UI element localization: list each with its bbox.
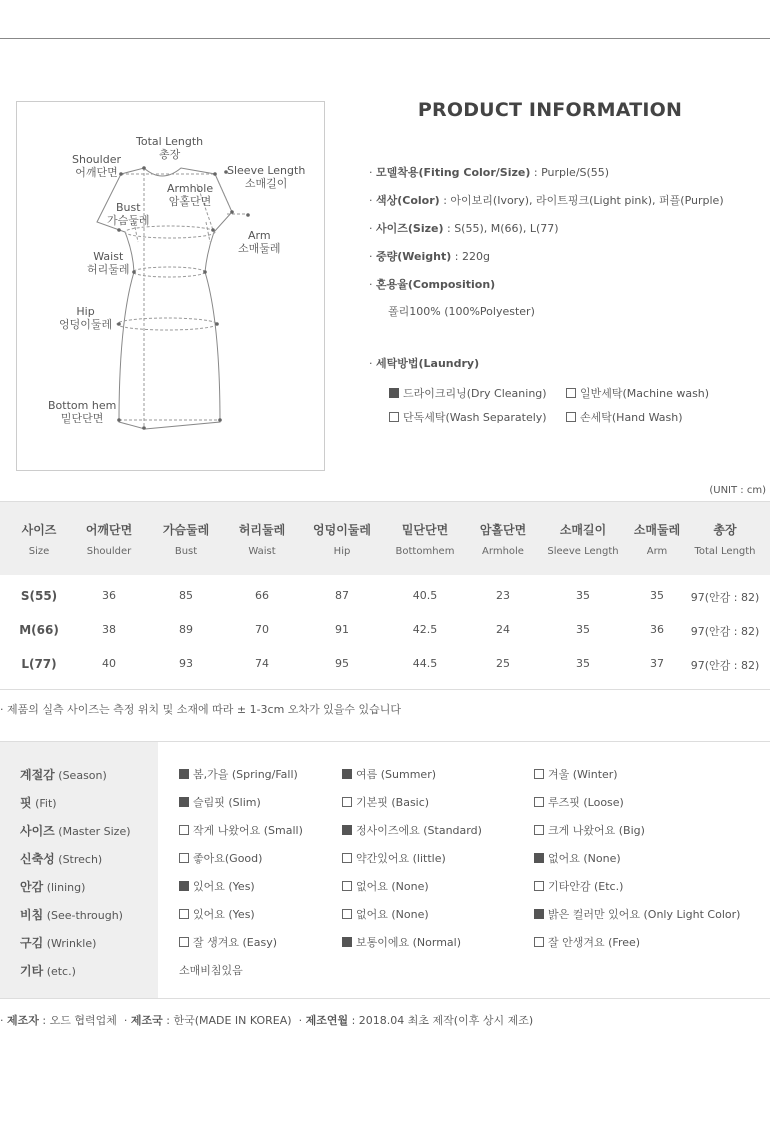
attribute-label-ko: 기타 bbox=[20, 964, 44, 978]
column-header bbox=[680, 521, 770, 557]
attribute-option bbox=[342, 934, 461, 950]
column-header-ko: 암홀단면 bbox=[479, 523, 527, 537]
checkbox-empty-icon bbox=[566, 388, 576, 398]
attribute-option bbox=[534, 766, 618, 782]
attribute-option bbox=[534, 850, 621, 866]
attribute-option-label: 작게 나왔어요 (Small) bbox=[193, 824, 303, 837]
attribute-option-label: 겨울 (Winter) bbox=[548, 768, 618, 781]
info-size: · 사이즈(Size) : S(55), M(66), L(77) bbox=[369, 222, 559, 235]
attribute-option bbox=[342, 766, 436, 782]
measurement-diagram bbox=[16, 101, 325, 471]
column-header-ko: 소매둘레 bbox=[633, 523, 681, 537]
product-info-title: PRODUCT INFORMATION bbox=[417, 99, 683, 121]
column-header-ko: 총장 bbox=[713, 523, 737, 537]
attribute-label-ko: 안감 bbox=[20, 880, 44, 894]
attribute-option bbox=[179, 766, 298, 782]
table-cell: 35 bbox=[650, 589, 664, 602]
info-color: · 색상(Color) : 아이보리(Ivory), 라이트핑크(Light pink), 퍼플(Purple) bbox=[369, 194, 724, 207]
checkbox-empty-icon bbox=[179, 937, 189, 947]
checkbox-empty-icon bbox=[179, 909, 189, 919]
attribute-option bbox=[179, 794, 261, 810]
attribute-option-label: 슬림핏 (Slim) bbox=[193, 796, 261, 809]
attribute-option bbox=[534, 934, 640, 950]
attribute-option-label: 루즈핏 (Loose) bbox=[548, 796, 624, 809]
arm-label: Arm 소매둘레 bbox=[238, 229, 281, 255]
attribute-option bbox=[342, 906, 429, 922]
checkbox-checked-icon bbox=[179, 881, 189, 891]
column-header-ko: 소매길이 bbox=[559, 523, 607, 537]
waist-label: Waist 허리둘레 bbox=[87, 250, 130, 276]
attribute-option bbox=[342, 878, 429, 894]
attribute-label-ko: 사이즈 bbox=[20, 824, 55, 838]
table-cell: 87 bbox=[335, 589, 349, 602]
attribute-option-label: 기본핏 (Basic) bbox=[356, 796, 430, 809]
attribute-label-en: (lining) bbox=[46, 881, 86, 894]
checkbox-empty-icon bbox=[534, 881, 544, 891]
column-header-en: Bottomhem bbox=[395, 546, 455, 557]
armhole-label: Armhole 암홀단면 bbox=[167, 182, 214, 208]
table-cell: 85 bbox=[179, 589, 193, 602]
column-header bbox=[458, 521, 548, 557]
table-cell: 40.5 bbox=[412, 589, 438, 602]
table-cell: 70 bbox=[255, 623, 269, 636]
attribute-option-label: 보통이에요 (Normal) bbox=[356, 936, 462, 949]
table-cell: 37 bbox=[650, 657, 664, 670]
bust-label: Bust 가슴둘레 bbox=[107, 201, 150, 227]
attribute-option-label: 없어요 (None) bbox=[356, 908, 429, 921]
table-cell: 89 bbox=[179, 623, 193, 636]
checkbox-checked-icon bbox=[179, 797, 189, 807]
table-divider bbox=[0, 689, 770, 690]
column-header-ko: 허리둘레 bbox=[238, 523, 286, 537]
attribute-label bbox=[20, 934, 96, 951]
column-header-en: Bust bbox=[174, 546, 198, 557]
table-cell: 40 bbox=[102, 657, 116, 670]
table-cell: 97(안감 : 82) bbox=[690, 659, 760, 672]
attribute-divider bbox=[0, 998, 770, 999]
measurement-note: · 제품의 실측 사이즈는 측정 위치 및 소재에 따라 ± 1-3cm 오차가 있을수 있습니다 bbox=[0, 703, 402, 716]
column-header-ko: 사이즈 bbox=[21, 523, 57, 537]
size-row-label: S(55) bbox=[20, 589, 58, 603]
attribute-label-en: (Fit) bbox=[35, 797, 57, 810]
attribute-label-en: (etc.) bbox=[46, 965, 76, 978]
attribute-option-label: 없어요 (None) bbox=[356, 880, 429, 893]
attribute-label bbox=[20, 766, 107, 783]
checkbox-checked-icon bbox=[342, 769, 352, 779]
laundry-wash-separately: 단독세탁(Wash Separately) bbox=[389, 409, 547, 425]
attribute-label bbox=[20, 878, 85, 895]
attribute-option-label: 봄,가을 (Spring/Fall) bbox=[193, 768, 298, 781]
attribute-label-ko: 비침 bbox=[20, 908, 44, 922]
column-header bbox=[380, 521, 470, 557]
size-row-label: M(66) bbox=[19, 623, 59, 637]
checkbox-empty-icon bbox=[342, 881, 352, 891]
checkbox-checked-icon bbox=[534, 853, 544, 863]
checkbox-checked-icon bbox=[179, 769, 189, 779]
attribute-option-label: 잘 생겨요 (Easy) bbox=[193, 936, 278, 949]
table-cell: 97(안감 : 82) bbox=[690, 625, 760, 638]
checkbox-empty-icon bbox=[342, 797, 352, 807]
attribute-label-en: (Master Size) bbox=[58, 825, 131, 838]
attribute-option bbox=[534, 878, 623, 894]
attribute-option-label: 잘 안생겨요 (Free) bbox=[548, 936, 641, 949]
table-cell: 93 bbox=[179, 657, 193, 670]
attribute-option-label: 좋아요(Good) bbox=[193, 852, 263, 865]
column-header-en: Total Length bbox=[694, 546, 756, 557]
attribute-label bbox=[20, 794, 57, 811]
column-header-en: Arm bbox=[646, 546, 668, 557]
checkbox-empty-icon bbox=[566, 412, 576, 422]
table-cell: 38 bbox=[102, 623, 116, 636]
table-cell: 97(안감 : 82) bbox=[690, 591, 760, 604]
total-length-label: Total Length 총장 bbox=[136, 135, 204, 161]
checkbox-empty-icon bbox=[179, 853, 189, 863]
checkbox-empty-icon bbox=[342, 853, 352, 863]
table-cell: 42.5 bbox=[412, 623, 438, 636]
table-cell: 66 bbox=[255, 589, 269, 602]
checkbox-checked-icon bbox=[342, 825, 352, 835]
attribute-option bbox=[342, 794, 429, 810]
checkbox-empty-icon bbox=[179, 825, 189, 835]
attribute-option bbox=[534, 822, 645, 838]
table-cell: 24 bbox=[496, 623, 510, 636]
column-header-ko: 엉덩이둘레 bbox=[313, 523, 371, 537]
table-cell: 36 bbox=[102, 589, 116, 602]
column-header bbox=[297, 521, 387, 557]
info-composition: · 혼용율(Composition) bbox=[369, 278, 496, 291]
table-cell: 35 bbox=[576, 589, 590, 602]
hip-label: Hip 엉덩이둘레 bbox=[59, 305, 113, 331]
attribute-label bbox=[20, 906, 123, 923]
attribute-option bbox=[534, 794, 624, 810]
table-cell: 91 bbox=[335, 623, 349, 636]
checkbox-empty-icon bbox=[534, 797, 544, 807]
attribute-label-ko: 계절감 bbox=[20, 768, 55, 782]
table-cell: 23 bbox=[496, 589, 510, 602]
attribute-label-ko: 구김 bbox=[20, 936, 44, 950]
column-header-en: Size bbox=[28, 546, 50, 557]
attribute-label-en: (Wrinkle) bbox=[46, 937, 97, 950]
attribute-label-en: (Strech) bbox=[58, 853, 103, 866]
attribute-option-label: 크게 나왔어요 (Big) bbox=[548, 824, 645, 837]
laundry-machine-wash: 일반세탁(Machine wash) bbox=[566, 385, 709, 401]
checkbox-empty-icon bbox=[534, 825, 544, 835]
attribute-option-label: 있어요 (Yes) bbox=[193, 908, 255, 921]
column-header-en: Hip bbox=[333, 546, 351, 557]
column-header-en: Waist bbox=[248, 546, 276, 557]
table-cell: 35 bbox=[576, 623, 590, 636]
attribute-label-ko: 신축성 bbox=[20, 852, 55, 866]
table-cell: 95 bbox=[335, 657, 349, 670]
attribute-option bbox=[342, 822, 482, 838]
info-laundry: · 세탁방법(Laundry) bbox=[369, 357, 480, 370]
column-header-ko: 가슴둘레 bbox=[162, 523, 210, 537]
attribute-option-label: 기타안감 (Etc.) bbox=[548, 880, 624, 893]
attribute-label bbox=[20, 850, 102, 867]
info-weight: · 중량(Weight) : 220g bbox=[369, 250, 490, 263]
unit-label: (UNIT : cm) bbox=[709, 485, 766, 496]
column-header-ko: 밑단단면 bbox=[401, 523, 449, 537]
sleeve-length-label: Sleeve Length 소매길이 bbox=[227, 164, 306, 190]
laundry-hand-wash: 손세탁(Hand Wash) bbox=[566, 409, 683, 425]
attribute-option bbox=[179, 906, 255, 922]
attribute-label-ko: 핏 bbox=[20, 796, 32, 810]
bottom-hem-label: Bottom hem 밑단단면 bbox=[48, 399, 117, 425]
checkbox-checked-icon bbox=[342, 937, 352, 947]
attribute-option bbox=[534, 906, 740, 922]
attribute-label-en: (Season) bbox=[58, 769, 107, 782]
attribute-option bbox=[342, 850, 446, 866]
column-header-en: Sleeve Length bbox=[547, 546, 619, 557]
composition-value: 폴리100% (100%Polyester) bbox=[388, 305, 535, 318]
attribute-option bbox=[179, 822, 303, 838]
top-divider bbox=[0, 38, 770, 39]
table-cell: 36 bbox=[650, 623, 664, 636]
column-header-ko: 어깨단면 bbox=[85, 523, 133, 537]
laundry-dry-cleaning: 드라이크리닝(Dry Cleaning) bbox=[389, 385, 547, 401]
attribute-option-label: 있어요 (Yes) bbox=[193, 880, 255, 893]
attribute-label bbox=[20, 962, 76, 979]
attribute-option-label: 정사이즈에요 (Standard) bbox=[356, 824, 482, 837]
checkbox-empty-icon bbox=[389, 412, 399, 422]
info-fitting: · 모델착용(Fiting Color/Size) : Purple/S(55) bbox=[369, 166, 610, 179]
shoulder-label: Shoulder 어깨단면 bbox=[72, 153, 121, 179]
checkbox-checked-icon bbox=[389, 388, 399, 398]
attribute-option bbox=[179, 934, 277, 950]
checkbox-checked-icon bbox=[534, 909, 544, 919]
attribute-option-label: 없어요 (None) bbox=[548, 852, 621, 865]
attribute-label-en: (See-through) bbox=[46, 909, 123, 922]
attribute-option bbox=[179, 878, 255, 894]
attribute-option bbox=[179, 850, 262, 866]
checkbox-empty-icon bbox=[342, 909, 352, 919]
checkbox-empty-icon bbox=[534, 937, 544, 947]
column-header-en: Shoulder bbox=[86, 546, 132, 557]
attribute-label bbox=[20, 822, 131, 839]
table-cell: 44.5 bbox=[412, 657, 438, 670]
table-cell: 25 bbox=[496, 657, 510, 670]
attribute-option-label: 밝은 컬러만 있어요 (Only Light Color) bbox=[548, 908, 741, 921]
checkbox-empty-icon bbox=[534, 769, 544, 779]
attribute-option-label: 여름 (Summer) bbox=[356, 768, 437, 781]
attribute-option-label: 약간있어요 (little) bbox=[356, 852, 446, 865]
column-header bbox=[217, 521, 307, 557]
size-row-label: L(77) bbox=[21, 657, 57, 671]
manufacturer-info: · 제조자 : 오드 협력업체 · 제조국 : 한국(MADE IN KOREA) · 제조연월 : 2018.04 최초 제작(이후 상시 제조) bbox=[0, 1014, 534, 1027]
attribute-etc-text: 소매비침있음 bbox=[179, 964, 243, 977]
table-cell: 74 bbox=[255, 657, 269, 670]
column-header-en: Armhole bbox=[482, 546, 524, 557]
table-cell: 35 bbox=[576, 657, 590, 670]
